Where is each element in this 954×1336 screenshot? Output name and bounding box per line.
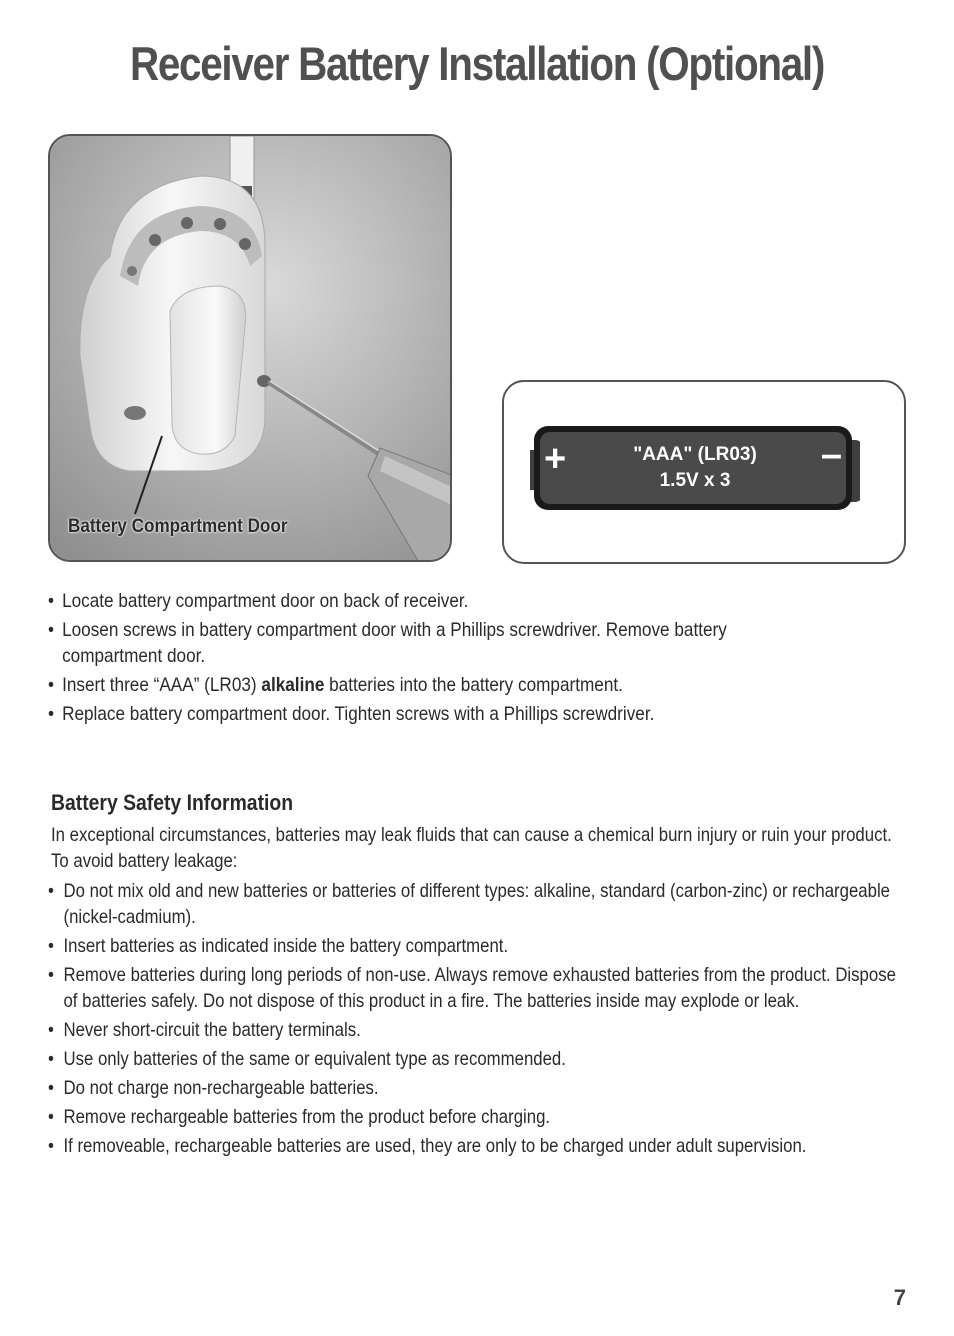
safety-rule: • Remove rechargeable batteries from the product before charging. bbox=[48, 1104, 908, 1130]
positive-terminal-label: + bbox=[544, 438, 567, 480]
safety-rule: • Use only batteries of the same or equivalent type as recommended. bbox=[48, 1046, 908, 1072]
safety-heading: Battery Safety Information bbox=[51, 790, 294, 815]
negative-terminal-label: – bbox=[820, 434, 842, 476]
battery-voltage-label: 1.5V x 3 bbox=[659, 470, 731, 491]
safety-rules bbox=[48, 878, 908, 1162]
safety-rule: • Insert batteries as indicated inside the battery compartment. bbox=[48, 933, 908, 959]
safety-rule: • Remove batteries during long periods of non-use. Always remove exhausted batteries from the product. Dispose of batteries safely. Do not dispose of this product in a fire. The batteries inside may explode or leak. bbox=[48, 962, 908, 1014]
step-item: • Locate battery compartment door on back of receiver. bbox=[48, 588, 805, 614]
page-title: Receiver Battery Installation (Optional) bbox=[129, 37, 825, 90]
step-item: • Loosen screws in battery compartment door with a Phillips screwdriver. Remove battery compartment door. bbox=[48, 617, 805, 669]
step-item: • Replace battery compartment door. Tighten screws with a Phillips screwdriver. bbox=[48, 701, 805, 727]
safety-rule: • Never short-circuit the battery terminals. bbox=[48, 1017, 908, 1043]
installation-steps bbox=[48, 588, 805, 730]
alkaline-emphasis: alkaline bbox=[261, 674, 325, 696]
safety-intro: In exceptional circumstances, batteries may leak fluids that can cause a chemical burn injury or ruin your product. To avoid battery leakage: bbox=[51, 824, 892, 872]
battery-shape-icon bbox=[530, 424, 860, 514]
battery-type-label: "AAA" (LR03) bbox=[633, 444, 757, 465]
receiver-illustration bbox=[50, 136, 452, 562]
safety-rule: • Do not charge non-rechargeable batteries. bbox=[48, 1075, 908, 1101]
step-item: • Insert three “AAA” (LR03) alkaline batteries into the battery compartment. bbox=[48, 672, 805, 698]
safety-rule: • Do not mix old and new batteries or batteries of different types: alkaline, standard (carbon-zinc) or rechargeable (nickel-cadmium). bbox=[48, 878, 908, 930]
safety-rule: • If removeable, rechargeable batteries are used, they are only to be charged under adult supervision. bbox=[48, 1133, 908, 1159]
receiver-photo bbox=[48, 134, 452, 562]
page-number: 7 bbox=[893, 1285, 906, 1310]
battery-diagram bbox=[502, 380, 906, 564]
aaa-battery bbox=[530, 424, 860, 514]
battery-door-label: Battery Compartment Door bbox=[68, 516, 288, 537]
